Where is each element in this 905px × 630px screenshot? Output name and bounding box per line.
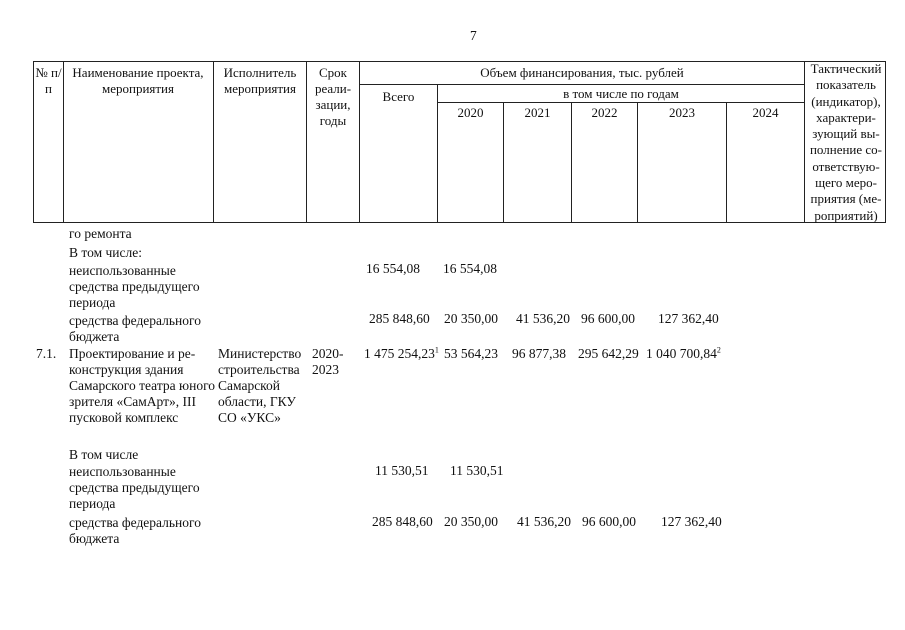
row-label: го ремонта xyxy=(69,226,132,241)
header-year-2021: 2021 xyxy=(524,105,551,120)
footnote-mark: 2 xyxy=(716,345,721,355)
header-year-2024: 2024 xyxy=(752,105,779,120)
header-year-2020: 2020 xyxy=(457,105,484,120)
cell-2022: 295 642,29 xyxy=(578,346,639,361)
row-label: В том числе: xyxy=(69,245,142,260)
cell-total: 11 530,51 xyxy=(375,463,429,478)
header-by-years: в том числе по годам xyxy=(563,86,679,101)
row-label: неиспользованные средства предыдущего периода xyxy=(69,464,200,511)
header-total: Всего xyxy=(382,89,415,104)
header-name: Наименование проекта, мероприятия xyxy=(72,65,204,96)
row-label: средства федерального бюджета xyxy=(69,313,201,344)
footnote-mark: 1 xyxy=(434,345,439,355)
cell-2020: 16 554,08 xyxy=(443,261,497,276)
cell-2021: 41 536,20 xyxy=(516,311,570,326)
page-number: 7 xyxy=(470,28,477,43)
header-term: Срок реали-зации, годы xyxy=(314,65,352,128)
header-year-2022: 2022 xyxy=(591,105,618,120)
cell-2020: 53 564,23 xyxy=(444,346,498,361)
header-num: № п/п xyxy=(35,65,62,96)
cell-2020: 20 350,00 xyxy=(444,514,498,529)
cell-2021: 96 877,38 xyxy=(512,346,566,361)
header-funding: Объем финансирования, тыс. рублей xyxy=(480,65,684,80)
cell-2023: 1 040 700,84$^2$ xyxy=(646,345,721,361)
cell-2020: 20 350,00 xyxy=(444,311,498,326)
header-year-2023: 2023 xyxy=(669,105,695,120)
cell-2023: 127 362,40 xyxy=(658,311,719,326)
cell-2022: 96 600,00 xyxy=(581,311,635,326)
cell-total: 285 848,60 xyxy=(369,311,430,326)
header-indicator: Тактический показатель (индикатор), характери-зующий вы-полнение со-ответствую-щего меро-приятия (ме-роприятий) xyxy=(809,61,883,223)
cell-executor: Министерство строительства Самарской области, ГКУ СО «УКС» xyxy=(218,346,302,425)
row-label: неиспользованные средства предыдущего периода xyxy=(69,263,200,310)
cell-2020: 11 530,51 xyxy=(450,463,504,478)
row-label: В том числе xyxy=(69,447,139,462)
row-number: 7.1. xyxy=(36,346,57,361)
row-label: Проектирование и ре-конструкция здания Самарского театра юного зрителя «СамАрт», III пусковой комплекс xyxy=(69,346,216,425)
cell-total: 285 848,60 xyxy=(372,514,433,529)
cell-total: 16 554,08 xyxy=(366,261,420,276)
cell-2022: 96 600,00 xyxy=(582,514,636,529)
header-executor: Исполнитель мероприятия xyxy=(223,65,297,96)
cell-2023: 127 362,40 xyxy=(661,514,722,529)
cell-term: 2020-2023 xyxy=(312,346,344,377)
cell-2021: 41 536,20 xyxy=(517,514,571,529)
row-label: средства федерального бюджета xyxy=(69,515,201,546)
cell-total: 1 475 254,23$^1$ xyxy=(364,345,439,361)
